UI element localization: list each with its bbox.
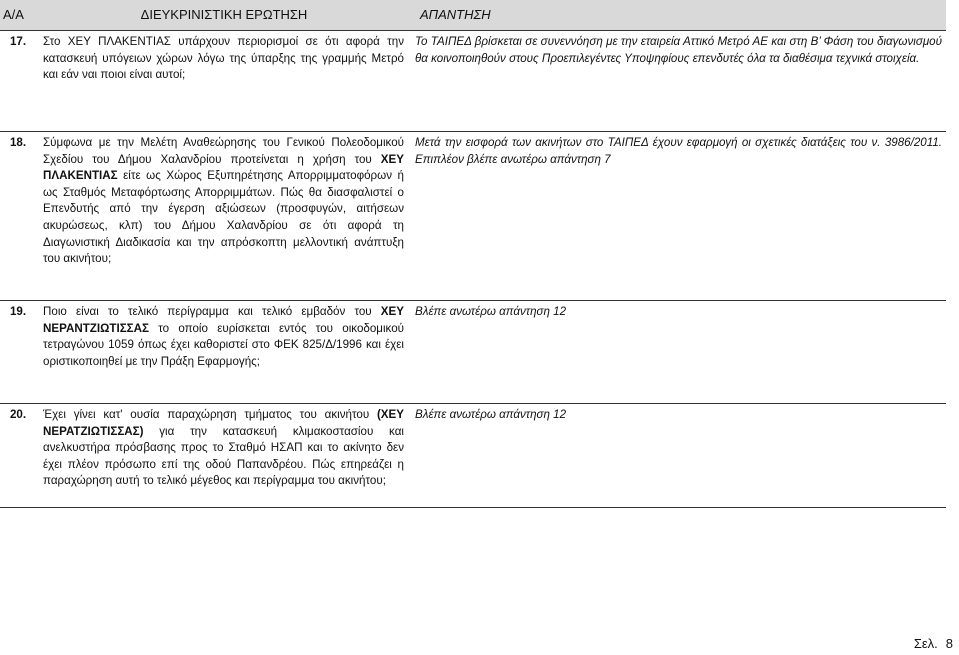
page-number: 8: [945, 636, 953, 651]
answer-text: Το ΤΑΙΠΕΔ βρίσκεται σε συνεννόηση με την εταιρεία Αττικό Μετρό ΑΕ και στη Β’ Φάση του διαγωνισμού θα κοινοποιηθούν στους Προεπιλεγέντες Υποψηφίους επενδυτές όλα τα διαθέσιμα τεχνικά στοιχεία.: [412, 31, 946, 132]
table-row: [0, 31, 946, 132]
table-header-row: [0, 0, 946, 31]
page-label: Σελ.: [913, 636, 938, 651]
row-number: 17.: [0, 31, 36, 132]
table-row: [0, 404, 946, 508]
table-row: [0, 132, 946, 301]
answer-text: Βλέπε ανωτέρω απάντηση 12: [412, 404, 946, 508]
header-number: A/A: [0, 0, 36, 31]
page-footer: [914, 636, 953, 651]
answer-text: Βλέπε ανωτέρω απάντηση 12: [412, 301, 946, 404]
row-number: 20.: [0, 404, 36, 508]
question-text: Στο ΧΕΥ ΠΛΑΚΕΝΤΙΑΣ υπάρχουν περιορισμοί σε ότι αφορά την κατασκευή υπόγειων χώρων λόγω της ύπαρξης της γραμμής Μετρό και εάν ναι ποιοι είναι αυτοί;: [36, 31, 412, 132]
question-text: Ποιο είναι το τελικό περίγραμμα και τελικό εμβαδόν του ΧΕΥ ΝΕΡΑΝΤΖΙΩΤΙΣΣΑΣ το οποίο ευρίσκεται εντός του οικοδομικού τετραγώνου 1059 όπως έχει καθοριστεί στο ΦΕΚ 825/Δ/1996 και έχει οριστικοποιηθεί με την Πράξη Εφαρμογής;: [36, 301, 412, 404]
answer-text: Μετά την εισφορά των ακινήτων στο ΤΑΙΠΕΔ έχουν εφαρμογή οι σχετικές διατάξεις του ν. 3986/2011. Επιπλέον βλέπε ανωτέρω απάντηση 7: [412, 132, 946, 301]
question-text: Σύμφωνα με την Μελέτη Αναθεώρησης του Γενικού Πολεοδομικού Σχεδίου του Δήμου Χαλανδρίου προτείνεται η χρήση του ΧΕΥ ΠΛΑΚΕΝΤΙΑΣ είτε ως Χώρος Εξυπηρέτησης Απορριμματοφόρων ή ως Σταθμός Μεταφόρτωσης Απορριμμάτων. Πώς θα διασφαλιστεί ο Επενδυτής από την έγερση αξιώσεων (προσφυγών, αιτήσεων ακυρώσεως, κλπ) του Δήμου Χαλανδρίου σε ότι αφορά τη Διαγωνιστική Διαδικασία και την απρόσκοπτη μελλοντική ανάπτυξη του ακινήτου;: [36, 132, 412, 301]
header-answer: ΑΠΑΝΤΗΣΗ: [412, 0, 946, 31]
table-row: [0, 301, 946, 404]
header-question: ΔΙΕΥΚΡΙΝΙΣΤΙΚΗ ΕΡΩΤΗΣΗ: [36, 0, 412, 31]
row-number: 19.: [0, 301, 36, 404]
row-number: 18.: [0, 132, 36, 301]
question-text: Έχει γίνει κατ' ουσία παραχώρηση τμήματος του ακινήτου (ΧΕΥ ΝΕΡΑΤΖΙΩΤΙΣΣΑΣ) για την κατασκευή κλιμακοστασίου και ανελκυστήρα πρόσβασης προς το Σταθμό ΗΣΑΠ και το ακίνητο δεν έχει πλέον πρόσωπο επί της οδού Παπανδρέου. Πώς επηρεάζει η παραχώρηση αυτή το τελικό μέγεθος και περίγραμμα του ακινήτου;: [36, 404, 412, 508]
